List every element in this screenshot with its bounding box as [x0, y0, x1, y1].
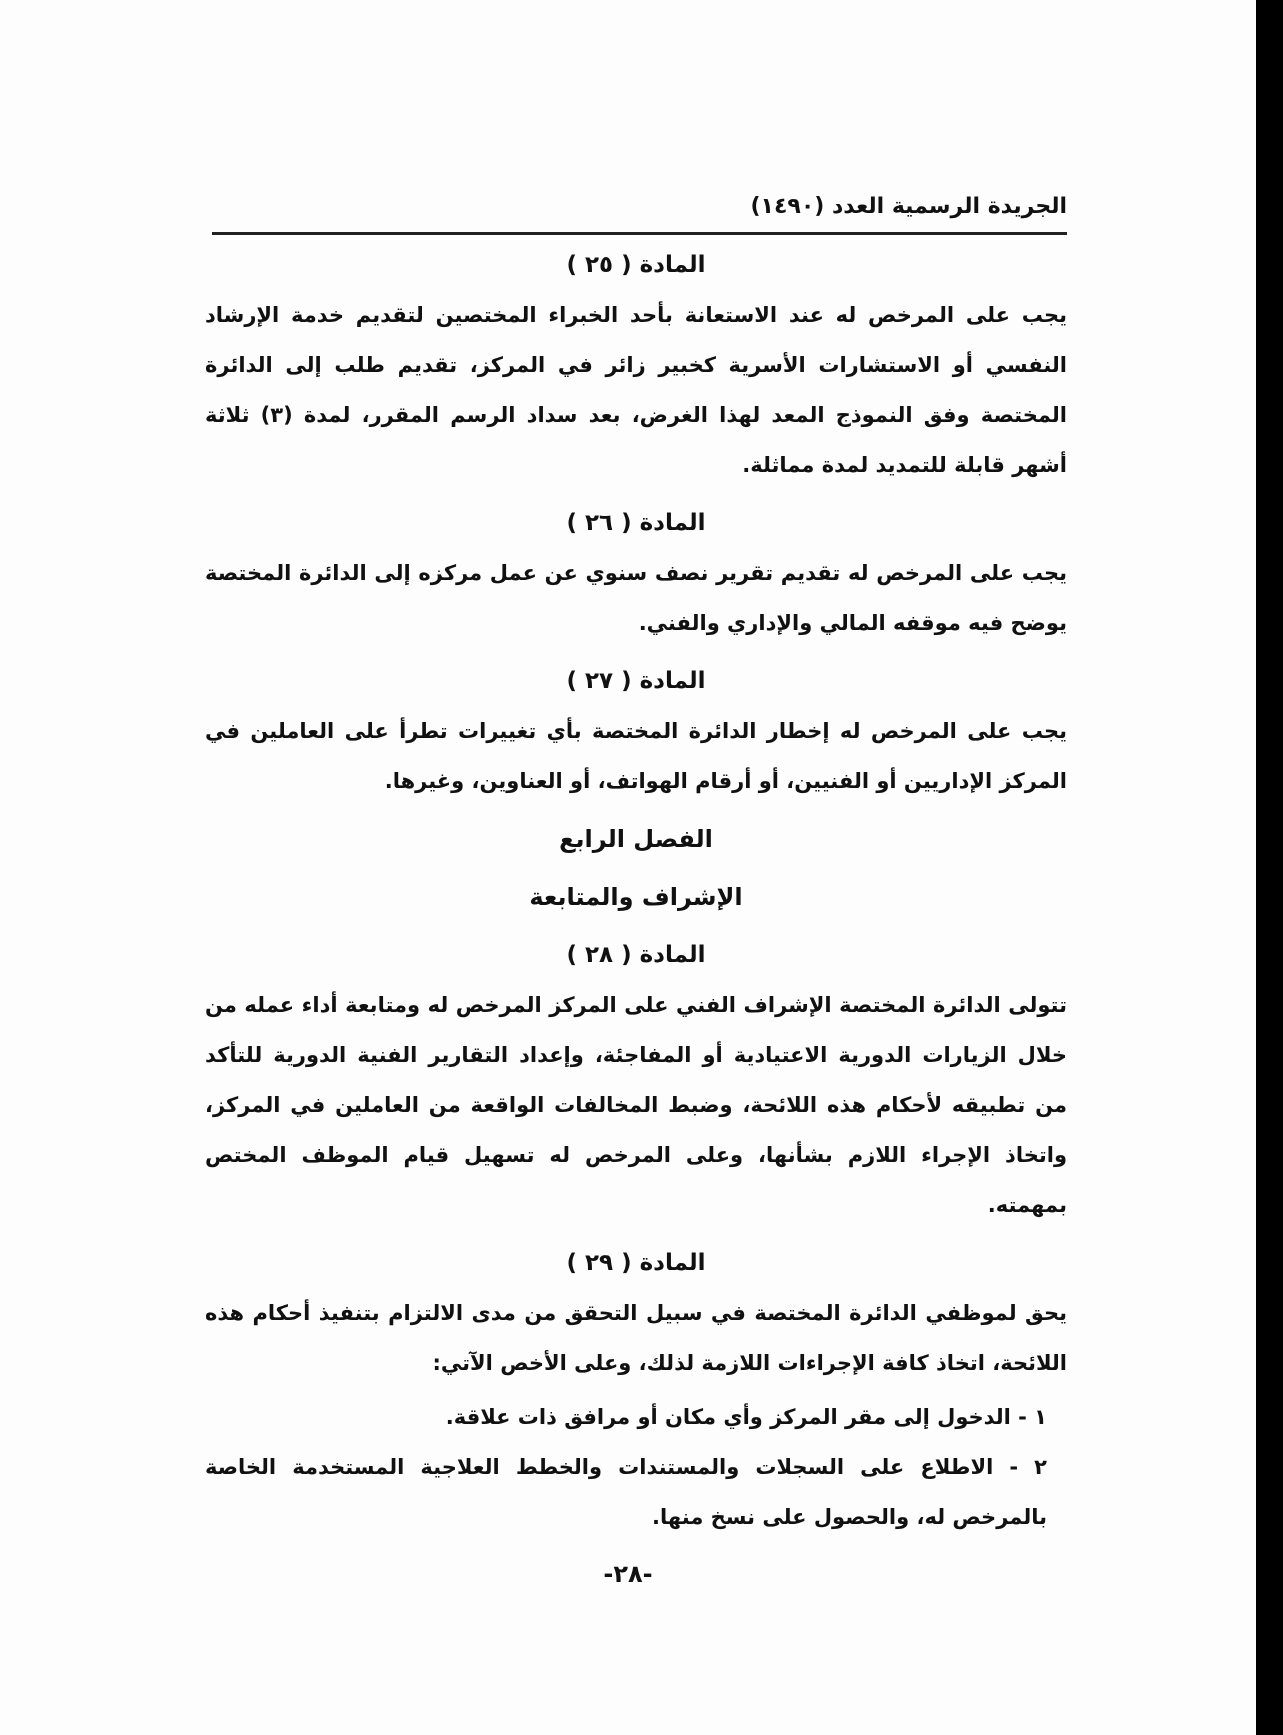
chapter-title: الفصل الرابع	[559, 825, 713, 853]
article-29-item-1: ١ - الدخول إلى مقر المركز وأي مكان أو مرافق ذات علاقة.	[445, 1405, 1047, 1429]
page-header	[212, 192, 1067, 235]
article-27-body: يجب على المرخص له إخطار الدائرة المختصة بأي تغييرات تطرأ على العاملين في المركز الإداريين أو الفنيين، أو أرقام الهواتف، أو العناوين، وغيرها.	[205, 719, 1067, 793]
page-content	[205, 250, 1067, 1542]
chapter-subtitle: الإشراف والمتابعة	[529, 883, 743, 911]
article-29-item-2: ٢ - الاطلاع على السجلات والمستندات والخطط العلاجية المستخدمة الخاصة بالمرخص له، والحصول على نسخ منها.	[205, 1455, 1047, 1529]
article-26-title: المادة ( ٢٦ )	[566, 510, 706, 536]
gazette-title: الجريدة الرسمية العدد (١٤٩٠)	[750, 194, 1067, 219]
article-25-body: يجب على المرخص له عند الاستعانة بأحد الخبراء المختصين لتقديم خدمة الإرشاد النفسي أو الاستشارات الأسرية كخبير زائر في المركز، تقديم طلب إلى الدائرة المختصة وفق النموذج المعد لهذا الغرض، بعد سداد الرسم المقرر، لمدة (٣) ثلاثة أشهر قابلة للتمديد لمدة مماثلة.	[205, 303, 1068, 477]
article-29-title: المادة ( ٢٩ )	[566, 1250, 706, 1276]
article-28-body: تتولى الدائرة المختصة الإشراف الفني على المركز المرخص له ومتابعة أداء عمله من خلال الزيارات الدورية الاعتيادية أو المفاجئة، وإعداد التقارير الفنية الدورية للتأكد من تطبيقه لأحكام هذه اللائحة، وضبط المخالفات الواقعة من العاملين في المركز، واتخاذ الإجراء اللازم بشأنها، وعلى المرخص له تسهيل قيام الموظف المختص بمهمته.	[205, 993, 1067, 1217]
article-29-body: يحق لموظفي الدائرة المختصة في سبيل التحقق من مدى الالتزام بتنفيذ أحكام هذه اللائحة، اتخاذ كافة الإجراءات اللازمة لذلك، وعلى الأخص الآتي:	[205, 1301, 1067, 1375]
article-28-title: المادة ( ٢٨ )	[566, 942, 706, 968]
article-26-body: يجب على المرخص له تقديم تقرير نصف سنوي عن عمل مركزه إلى الدائرة المختصة يوضح فيه موقفه المالي والإداري والفني.	[205, 561, 1067, 635]
page-number: -٢٨-	[603, 1560, 653, 1588]
article-25-title: المادة ( ٢٥ )	[566, 252, 706, 278]
article-27-title: المادة ( ٢٧ )	[566, 668, 706, 694]
